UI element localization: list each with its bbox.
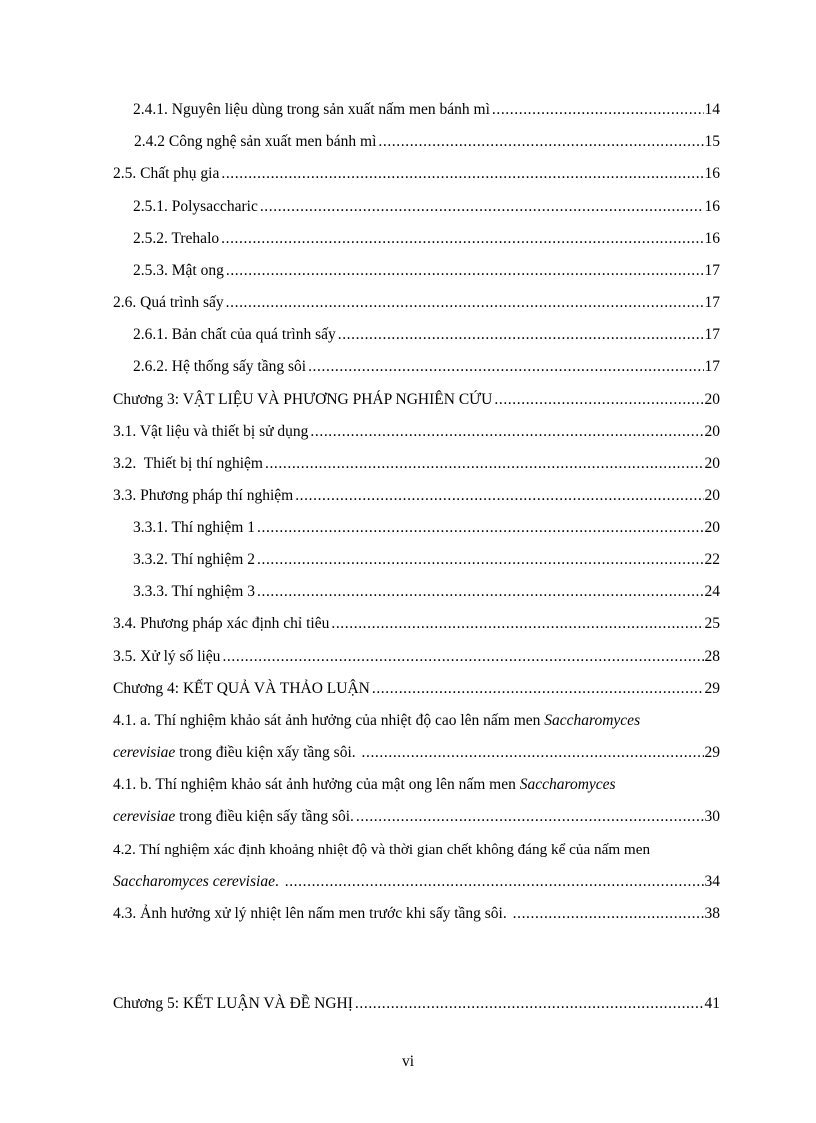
toc-entry-title-italic: Saccharomyces cerevisiae	[113, 873, 275, 890]
toc-entry-page: 16	[704, 165, 720, 182]
toc-entry-title: 2.6.2. Hệ thống sấy tầng sôi	[133, 358, 307, 375]
toc-entry-title: Chương 3: VẬT LIỆU VÀ PHƯƠNG PHÁP NGHIÊN CỨU	[113, 391, 493, 408]
toc-entry[interactable]	[113, 645, 720, 669]
toc-entry-chapter[interactable]	[113, 677, 720, 701]
toc-leader-dots	[370, 677, 704, 701]
toc-entry-page: 20	[704, 519, 720, 536]
toc-entry-title: 2.4.2 Công nghệ sản xuất men bánh mì	[134, 133, 377, 150]
toc-entry-page: 17	[704, 262, 720, 279]
toc-entry-page: 34	[704, 873, 720, 890]
toc-leader-dots	[220, 645, 703, 669]
toc-leader-dots	[255, 580, 704, 604]
toc-leader-dots	[336, 323, 704, 347]
toc-leader-dots	[293, 484, 703, 508]
toc-entry-title-italic: Saccharomyces	[519, 776, 616, 793]
toc-entry-title: Chương 4: KẾT QUẢ VÀ THẢO LUẬN	[113, 680, 370, 697]
toc-entry-title: 3.3.3. Thí nghiệm 3	[133, 583, 255, 600]
toc-entry-title-italic: cerevisiae	[113, 744, 176, 761]
toc-entry-title-continued	[113, 741, 360, 765]
toc-entry[interactable]	[113, 902, 720, 926]
toc-entry-page: 20	[704, 391, 720, 408]
toc-entry-page: 17	[704, 358, 720, 375]
toc-leader-dots	[354, 805, 704, 829]
toc-entry-line2[interactable]	[113, 805, 720, 829]
toc-entry-title: 2.6. Quá trình sấy	[113, 294, 224, 311]
toc-entry-title: 4.2. Thí nghiệm xác định khoảng nhiệt độ và thời gian chết không đáng kể của nấm men	[113, 841, 651, 858]
toc-leader-dots	[360, 741, 704, 765]
toc-entry-title: 2.5. Chất phụ gia	[113, 165, 220, 182]
toc-leader-dots	[255, 548, 704, 572]
toc-entry[interactable]	[133, 355, 720, 379]
toc-entry-title: 4.3. Ảnh hưởng xử lý nhiệt lên nấm men trước khi sấy tầng sôi.	[113, 905, 511, 922]
toc-entry-title: 2.6.1. Bản chất của quá trình sấy	[133, 326, 336, 343]
toc-leader-dots	[308, 420, 703, 444]
toc-entry-page: 38	[704, 905, 720, 922]
toc-entry-title: 3.3.2. Thí nghiệm 2	[133, 551, 255, 568]
toc-entry-title-italic: cerevisiae	[113, 808, 176, 825]
table-of-contents	[113, 0, 728, 1123]
toc-leader-dots	[263, 452, 704, 476]
toc-entry-title-rest: .	[274, 873, 283, 890]
toc-entry[interactable]	[133, 323, 720, 347]
toc-entry-title: 3.3.1. Thí nghiệm 1	[133, 519, 255, 536]
toc-entry-page: 29	[704, 680, 720, 697]
toc-entry-title: 2.5.3. Mật ong	[133, 262, 224, 279]
toc-entry-page: 16	[704, 198, 720, 215]
toc-entry-page: 17	[704, 326, 720, 343]
toc-entry[interactable]	[113, 612, 720, 636]
toc-entry-page: 30	[704, 808, 720, 825]
toc-leader-dots	[376, 130, 703, 154]
toc-entry[interactable]	[113, 484, 720, 508]
toc-entry[interactable]	[134, 130, 720, 154]
toc-entry-line2[interactable]	[113, 741, 720, 765]
toc-entry-page: 17	[704, 294, 720, 311]
toc-leader-dots	[353, 992, 704, 1016]
toc-leader-dots	[492, 388, 703, 412]
toc-entry-chapter[interactable]	[113, 992, 720, 1016]
toc-leader-dots	[255, 516, 704, 540]
toc-entry-line1[interactable]	[113, 709, 720, 733]
toc-leader-dots	[306, 355, 703, 379]
toc-entry[interactable]	[113, 420, 720, 444]
toc-entry[interactable]	[133, 548, 720, 572]
toc-leader-dots	[219, 162, 703, 186]
toc-leader-dots	[224, 259, 704, 283]
toc-entry[interactable]	[133, 580, 720, 604]
toc-entry-line1[interactable]	[113, 838, 728, 862]
toc-entry-page: 14	[704, 101, 720, 118]
toc-entry-page: 41	[704, 995, 720, 1012]
toc-entry-title: Chương 5: KẾT LUẬN VÀ ĐỀ NGHỊ	[113, 995, 353, 1012]
toc-entry-title: 2.4.1. Nguyên liệu dùng trong sản xuất nấm men bánh mì	[133, 101, 490, 118]
toc-entry[interactable]	[133, 516, 720, 540]
toc-entry-title: 2.5.1. Polysaccharic	[133, 198, 258, 215]
toc-entry-line2[interactable]	[113, 870, 720, 894]
toc-leader-dots	[224, 291, 704, 315]
toc-entry-page: 20	[704, 487, 720, 504]
toc-entry-page: 22	[704, 551, 720, 568]
toc-entry-title: 3.5. Xử lý số liệu	[113, 648, 221, 665]
toc-entry[interactable]	[133, 259, 720, 283]
toc-entry[interactable]	[133, 195, 720, 219]
toc-entry[interactable]	[113, 291, 720, 315]
toc-entry-page: 25	[704, 615, 720, 632]
toc-leader-dots	[219, 227, 703, 251]
toc-entry-page: 20	[704, 423, 720, 440]
toc-entry-title-continued	[113, 870, 283, 894]
toc-leader-dots	[511, 902, 704, 926]
toc-entry-page: 20	[704, 455, 720, 472]
toc-entry-title: 3.2. Thiết bị thí nghiệm	[113, 455, 263, 472]
toc-entry-chapter[interactable]	[113, 388, 720, 412]
toc-leader-dots	[329, 612, 703, 636]
toc-leader-dots	[258, 195, 704, 219]
toc-entry-title-rest: trong điều kiện sấy tầng sôi.	[175, 808, 354, 825]
toc-entry-title: 3.3. Phương pháp thí nghiệm	[113, 487, 294, 504]
toc-entry[interactable]	[133, 98, 720, 122]
toc-entry-line1[interactable]	[113, 773, 720, 797]
toc-entry-title: 4.1. a. Thí nghiệm khảo sát ảnh hưởng của nhiệt độ cao lên nấm men	[113, 712, 541, 729]
page-number: vi	[401, 1053, 415, 1070]
toc-entry-title-rest: trong điều kiện xấy tầng sôi.	[175, 744, 360, 761]
toc-entry-page: 16	[704, 230, 720, 247]
toc-leader-dots	[490, 98, 704, 122]
toc-entry-page: 28	[704, 648, 720, 665]
toc-entry-page: 15	[704, 133, 720, 150]
toc-entry-page: 29	[704, 744, 720, 761]
toc-leader-dots	[283, 870, 704, 894]
toc-entry[interactable]	[113, 452, 720, 476]
toc-entry-page: 24	[704, 583, 720, 600]
toc-entry-title-continued	[113, 805, 354, 829]
toc-entry-title: 3.1. Vật liệu và thiết bị sử dụng	[113, 423, 309, 440]
toc-entry[interactable]	[133, 227, 720, 251]
toc-entry-title: 4.1. b. Thí nghiệm khảo sát ảnh hưởng của mật ong lên nấm men	[113, 776, 516, 793]
toc-entry[interactable]	[113, 162, 720, 186]
toc-entry-title-italic: Saccharomyces	[544, 712, 641, 729]
toc-entry-title: 2.5.2. Trehalo	[133, 230, 220, 247]
toc-entry-title: 3.4. Phương pháp xác định chỉ tiêu	[113, 615, 330, 632]
